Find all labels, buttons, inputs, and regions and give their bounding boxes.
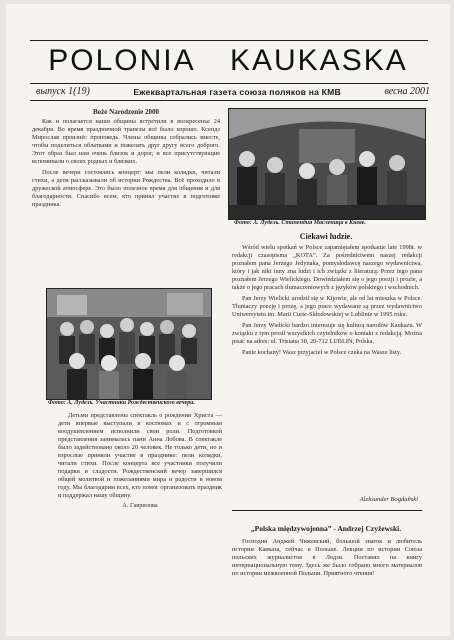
masthead-word-kaukaska: KAUKASKA bbox=[229, 44, 408, 77]
right-article-para3: Pan Jerzy Wielicki bardzo interesuje się kulturą narodów Kaukazu. W związku z tym prosił wszystkich czytelników o kontakt z redakcją. Można pisać na adres: ul. Tristana 38, 20-712 LUBLIN, Polska. bbox=[232, 322, 422, 345]
right-article-title: Ciekawi ludzie. bbox=[299, 232, 353, 241]
photo-maslenitsa-image bbox=[229, 109, 425, 219]
right-photo-caption: Фото: А. Лудель. Стипендия Масленица в Киеве. bbox=[234, 220, 366, 226]
top-rule bbox=[30, 40, 428, 41]
photo-christmas-evening-image bbox=[47, 289, 211, 399]
left-article-para3: Детьми представлены спектакль о рождении Христа — дети впервые выступали в костюмах и с огромным воодушевлением исполнили свои роли. Подготовкой представления занималась пани Анна Лобова. В спектакле было задействовано около 20 человек. Не только дети, но и взрослые приняли участие в празднике: пели колядки, читали стихи. После концерта все участники получили подарки и сладости. Рождественский вечер завершился общей молитвой и пожеланиями мира и радости в новом году. Мы благодарим всех, кто помог организовать праздник и поддержал нашу общину. bbox=[58, 412, 222, 499]
right-divider bbox=[232, 510, 422, 511]
right-article-closing: Panie kochany! Wasz przyjaciel w Polsce czeka na Wasze listy. bbox=[242, 349, 402, 356]
book-article-para: Господин Анджей Чижевский, большой знаток и любитель истории Кавказа, сейчас в Польше. Лекции по истории Союза польских журналистов в Лодзи. Поставил на книгу интернациональную тему. Здесь же было собрано много материалов по истории межвоенной Польши. Приятного чтения! bbox=[232, 538, 422, 577]
left-article-title: Boże Narodzenie 2000 bbox=[93, 108, 159, 116]
book-article bbox=[232, 538, 422, 578]
issue-season: весна 2001 bbox=[384, 86, 430, 97]
left-article-para2: После вечери состоялись концерт: мы пели колядки, читали стихи, а дети рассказывали об истории Рождества. Всё проходило в дружеской атмосфере. Это было полезное время для общения и для благодарности. Спасибо всем, кто принял участие в подготовке праздника. bbox=[32, 169, 220, 208]
masthead-word-polonia: POLONIA bbox=[48, 44, 196, 77]
newspaper-page bbox=[6, 4, 450, 636]
right-article-body bbox=[232, 244, 422, 357]
right-article-para1: Wśród wielu spotkań w Polsce zapamiętałem spotkanie late 1998r. w redakcji czasopisma „KOTA”. Za pośrednictwem naszej redakcji poznałem pana Jerzego Jedynaka, pomysłodawcę naszego wydawnictwa, który i jak nikt inny zna ludzi i ich związki z literaturą. Przez tego pana poznałem Jerzego Wielickiego. Dowiedziałem się o jego poezji i prozie, a także o jego pracach tłumaczeniowych z języków polskiego i wschodnich. bbox=[232, 244, 422, 291]
right-article-signature: Aleksander Bogdañski bbox=[359, 496, 418, 503]
issue-line bbox=[36, 86, 430, 97]
book-title: „Polska międzywojenna” - Andrzej Czyżewski. bbox=[250, 524, 402, 533]
left-article-bottom bbox=[58, 412, 222, 510]
masthead bbox=[6, 44, 450, 78]
left-article-para1: Как и полагается наши общины встретили в воскресенье 24 декабря. Во время праздничной трапезы всё было хорошо. Ксендз Мирослав произнёс проповедь. Члены общины собрались вместе, чтобы поделиться облатками и пожелать друг другу всего доброго. Этот образ был нам очень близок и дорог, и все присутствующие вспоминали о своих родных и близких. bbox=[32, 118, 220, 165]
photo-maslenitsa bbox=[228, 108, 426, 220]
issue-tagline: Ежеквартальная газета союза поляков на КМВ bbox=[133, 86, 341, 97]
photo-christmas-evening bbox=[46, 288, 212, 400]
issue-number: выпуск 1(19) bbox=[36, 86, 90, 97]
left-article-top bbox=[32, 108, 220, 209]
masthead-rule bbox=[30, 83, 428, 84]
left-photo-caption: Фото: А. Лудель. Участники Рождественского вечера. bbox=[48, 400, 195, 406]
right-article-para2: Pan Jerzy Wielicki urodził się w Kijowie, ale od lat mieszka w Polsce. Tłumaczy poezję i prozę, a jego prace wydawane są przez wydawnictwo Uniwersytetu im. Marii Curie-Skłodowskiej w Lublinie w 1995 roku. bbox=[232, 295, 422, 318]
issue-rule bbox=[30, 100, 428, 101]
left-article-signoff: А. Гаврилова bbox=[122, 502, 158, 509]
